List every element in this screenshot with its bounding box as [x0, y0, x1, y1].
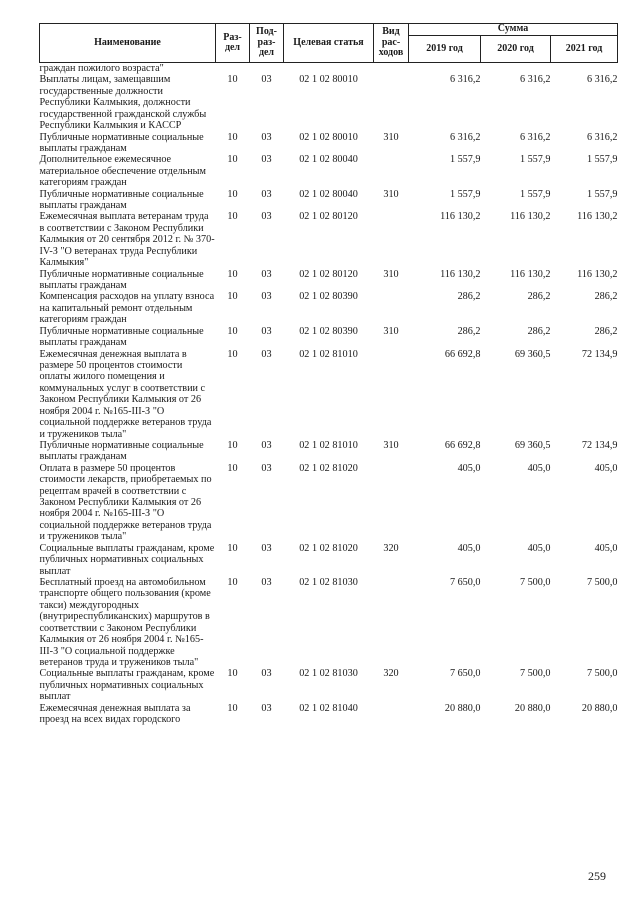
row-target-code: 02 1 02 80040: [299, 188, 358, 200]
table-row: [40, 154, 618, 188]
row-amount-2019: 405,0: [457, 462, 481, 474]
row-amount-2020: 20 880,0: [514, 702, 551, 714]
row-amount-2019: 116 130,2: [440, 268, 481, 280]
row-amount-2019: 7 650,0: [449, 668, 481, 680]
row-subsection: 03: [261, 348, 272, 360]
row-target-code: 02 1 02 80010: [299, 131, 358, 143]
row-name: граждан пожилого возраста": [39, 63, 164, 74]
row-target-code: 02 1 02 80040: [299, 154, 358, 166]
row-name: Публичные нормативные социальные выплаты гражданам: [39, 325, 204, 349]
table-header: [40, 24, 618, 63]
row-section: 10: [227, 348, 238, 360]
row-subsection: 03: [261, 74, 272, 86]
row-section: 10: [227, 439, 238, 451]
page-number: 259: [588, 869, 606, 883]
row-amount-2020: 7 500,0: [519, 668, 551, 680]
row-name: Ежемесячная денежная выплата за проезд на всех видах городского: [39, 702, 191, 726]
row-target-code: 02 1 02 81010: [299, 439, 358, 451]
row-name: Оплата в размере 50 процентов стоимости лекарств, приобретаемых по рецептам врачей в соответствии с Законом Республики Калмыкия от 26 ноября 2004 г. №165-III-З "О социальной поддержке ветеранов труда и тружеников тыла": [39, 462, 212, 543]
row-subsection: 03: [261, 576, 272, 588]
row-amount-2020: 116 130,2: [510, 268, 551, 280]
table-row: [40, 63, 618, 75]
row-name: Публичные нормативные социальные выплаты гражданам: [39, 439, 204, 463]
row-section: 10: [227, 268, 238, 280]
row-amount-2019: 20 880,0: [444, 702, 481, 714]
row-expense-type: [374, 63, 409, 75]
table-row: [40, 132, 618, 155]
row-subsection: 03: [261, 154, 272, 166]
header-name: Наименование: [40, 24, 216, 63]
row-amount-2019: 286,2: [457, 325, 481, 337]
row-expense-type: [374, 577, 409, 668]
header-year-2021: 2021 год: [551, 36, 618, 63]
row-name: Публичные нормативные социальные выплаты гражданам: [39, 131, 204, 154]
row-amount-2020: 286,2: [527, 291, 551, 303]
row-subsection: 03: [261, 668, 272, 680]
row-name: Социальные выплаты гражданам, кроме публичных нормативных социальных выплат: [39, 542, 215, 577]
table-row: [40, 577, 618, 668]
row-section: 10: [227, 154, 238, 166]
row-amount-2020: 116 130,2: [510, 211, 551, 223]
header-sum: Сумма: [409, 24, 618, 36]
row-section: 10: [227, 291, 238, 303]
row-amount-2020: [481, 63, 551, 75]
table-row: [40, 703, 618, 726]
row-amount-2020: 69 360,5: [514, 348, 551, 360]
row-amount-2019: [409, 63, 481, 75]
row-expense-type: 320: [383, 542, 399, 554]
row-target-code: [284, 63, 374, 75]
row-expense-type: 310: [383, 268, 399, 280]
row-amount-2021: 1 557,9: [586, 188, 618, 200]
row-target-code: 02 1 02 80390: [299, 325, 358, 337]
row-target-code: 02 1 02 81040: [299, 702, 358, 714]
header-year-2019: 2019 год: [409, 36, 481, 63]
row-target-code: 02 1 02 81020: [299, 462, 358, 474]
row-amount-2019: 405,0: [457, 542, 481, 554]
row-amount-2019: 66 692,8: [444, 348, 481, 360]
row-section: 10: [227, 668, 238, 680]
row-section: 10: [227, 702, 238, 714]
header-expense-type: Вид рас-ходов: [374, 24, 409, 63]
header-target: Целевая статья: [284, 24, 374, 63]
row-amount-2020: 405,0: [527, 462, 551, 474]
table-row: [40, 349, 618, 440]
row-subsection: 03: [261, 188, 272, 200]
table-row: [40, 189, 618, 212]
row-target-code: 02 1 02 81030: [299, 576, 358, 588]
row-target-code: 02 1 02 80010: [299, 74, 358, 86]
table-row: [40, 291, 618, 325]
row-amount-2019: 6 316,2: [449, 131, 481, 143]
row-amount-2021: [551, 63, 618, 75]
table-body: [40, 63, 618, 726]
row-expense-type: [374, 349, 409, 440]
row-amount-2021: 72 134,9: [581, 439, 618, 451]
row-section: 10: [227, 462, 238, 474]
row-amount-2020: 405,0: [527, 542, 551, 554]
table-row: [40, 211, 618, 268]
row-target-code: 02 1 02 81030: [299, 668, 358, 680]
row-name: Публичные нормативные социальные выплаты гражданам: [39, 188, 204, 212]
row-name: Компенсация расходов на уплату взноса на капитальный ремонт отдельным категориям граждан: [39, 291, 215, 326]
table-row: [40, 326, 618, 349]
row-amount-2021: 286,2: [594, 325, 618, 337]
row-target-code: 02 1 02 81020: [299, 542, 358, 554]
row-amount-2021: 405,0: [594, 542, 618, 554]
row-expense-type: 310: [383, 131, 399, 143]
row-section: 10: [227, 325, 238, 337]
row-section: 10: [227, 576, 238, 588]
row-name: Публичные нормативные социальные выплаты гражданам: [39, 268, 204, 292]
row-name: Социальные выплаты гражданам, кроме публичных нормативных социальных выплат: [39, 668, 215, 703]
table-row: [40, 463, 618, 543]
row-target-code: 02 1 02 80120: [299, 211, 358, 223]
row-subsection: 03: [261, 439, 272, 451]
row-name: Выплаты лицам, замещавшим государственные должности Республики Калмыкия, должности государственной гражданской службы Республики Калмыкия и КАССР: [39, 74, 207, 132]
row-amount-2021: 72 134,9: [581, 348, 618, 360]
row-expense-type: [374, 211, 409, 268]
row-amount-2021: 6 316,2: [586, 74, 618, 86]
row-subsection: 03: [261, 462, 272, 474]
row-target-code: 02 1 02 81010: [299, 348, 358, 360]
row-name: Дополнительное ежемесячное материальное обеспечение отдельным категориям граждан: [39, 154, 206, 189]
row-amount-2021: 1 557,9: [586, 154, 618, 166]
row-amount-2020: 7 500,0: [519, 576, 551, 588]
row-subsection: 03: [261, 131, 272, 143]
row-expense-type: [374, 703, 409, 726]
table-row: [40, 74, 618, 131]
row-name: Ежемесячная выплата ветеранам труда в соответствии с Законом Республики Калмыкия от 20 сентября 2012 г. № 370-IV-З "О ветеранах труда Республики Калмыкия": [39, 211, 215, 269]
table-row: [40, 668, 618, 702]
row-expense-type: 310: [383, 188, 399, 200]
row-subsection: 03: [261, 702, 272, 714]
row-expense-type: 310: [383, 439, 399, 451]
row-expense-type: [374, 463, 409, 543]
row-amount-2020: 6 316,2: [519, 131, 551, 143]
row-expense-type: [374, 74, 409, 131]
row-expense-type: 310: [383, 325, 399, 337]
row-target-code: 02 1 02 80120: [299, 268, 358, 280]
row-name: Ежемесячная денежная выплата в размере 50 процентов стоимости оплаты жилого помещения и коммунальных услуг в соответствии с Законом Республики Калмыкия от 26 ноября 2004 г. №165-III-З "О социальной поддержке ветеранов труда и тружеников тыла": [39, 348, 212, 440]
row-expense-type: 320: [383, 668, 399, 680]
row-amount-2019: 286,2: [457, 291, 481, 303]
row-amount-2019: 1 557,9: [449, 154, 481, 166]
row-amount-2021: 20 880,0: [581, 702, 618, 714]
row-amount-2021: 286,2: [594, 291, 618, 303]
row-amount-2021: 6 316,2: [586, 131, 618, 143]
row-subsection: 03: [261, 325, 272, 337]
row-amount-2021: 405,0: [594, 462, 618, 474]
row-amount-2020: 286,2: [527, 325, 551, 337]
row-amount-2021: 7 500,0: [586, 576, 618, 588]
header-subsection: Под-раз-дел: [250, 24, 284, 63]
row-name: Бесплатный проезд на автомобильном транспорте общего пользования (кроме такси) междугородных (внутриреспубликанских) маршрутов в соответствии с Законом Республики Калмыкия от 26 ноября 2004 г. №165-III-З "О социальной поддержке ветеранов труда и тружеников тыла": [39, 576, 211, 668]
table-row: [40, 440, 618, 463]
header-year-2020: 2020 год: [481, 36, 551, 63]
row-section: 10: [227, 131, 238, 143]
row-section: 10: [227, 211, 238, 223]
row-expense-type: [374, 154, 409, 188]
row-section: 10: [227, 74, 238, 86]
row-amount-2019: 66 692,8: [444, 439, 481, 451]
row-expense-type: [374, 291, 409, 325]
row-amount-2019: 6 316,2: [449, 74, 481, 86]
budget-table: [39, 23, 618, 725]
row-section: 10: [227, 542, 238, 554]
row-subsection: 03: [261, 542, 272, 554]
row-section: 10: [227, 188, 238, 200]
row-section: [216, 63, 250, 75]
row-subsection: 03: [261, 268, 272, 280]
row-amount-2020: 1 557,9: [519, 188, 551, 200]
row-amount-2021: 116 130,2: [577, 211, 618, 223]
row-amount-2020: 6 316,2: [519, 74, 551, 86]
row-amount-2019: 7 650,0: [449, 576, 481, 588]
row-subsection: 03: [261, 291, 272, 303]
row-amount-2020: 69 360,5: [514, 439, 551, 451]
row-amount-2020: 1 557,9: [519, 154, 551, 166]
row-amount-2021: 7 500,0: [586, 668, 618, 680]
row-amount-2019: 1 557,9: [449, 188, 481, 200]
row-target-code: 02 1 02 80390: [299, 291, 358, 303]
row-amount-2019: 116 130,2: [440, 211, 481, 223]
row-subsection: 03: [261, 211, 272, 223]
row-subsection: [250, 63, 284, 75]
table-row: [40, 543, 618, 577]
table-row: [40, 269, 618, 292]
header-section: Раз-дел: [216, 24, 250, 63]
row-amount-2021: 116 130,2: [577, 268, 618, 280]
